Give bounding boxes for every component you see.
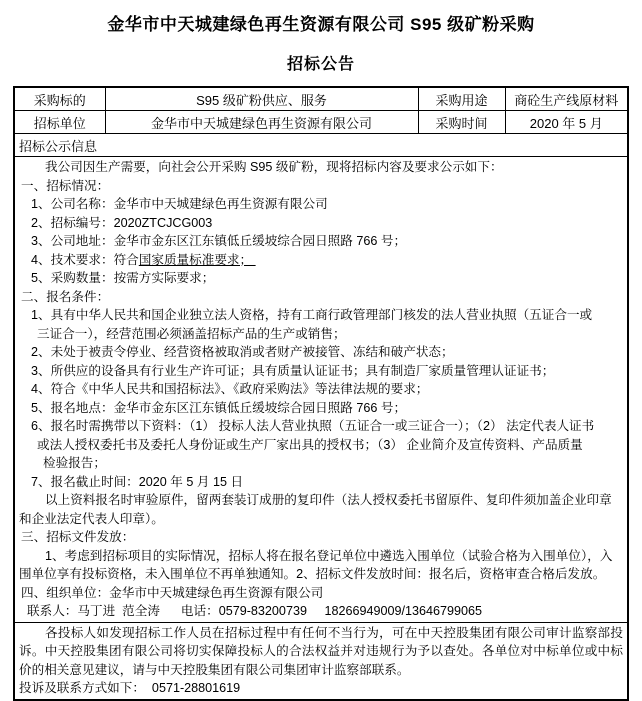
body-line-materials-note: 以上资料报名时审验原件，留两套装订成册的复印件（法人授权委托书留原件、复印件须加盖企业印章 xyxy=(45,493,612,507)
body-line-quantity: 5、采购数量：按需方实际要求； xyxy=(31,271,215,285)
body-line-condition1-cont: 三证合一），经营范围必须涵盖招标产品的生产或销售； xyxy=(37,326,346,341)
table-row-body xyxy=(14,157,628,623)
body-line-tender-number: 2、招标编号：2020ZTCJCG003 xyxy=(31,215,213,230)
body-line-deadline: 7、报名截止时间：2020 年 5 月 15 日 xyxy=(31,474,244,489)
value-procurement-subject: S95 级矿粉供应、服务 xyxy=(105,87,418,111)
label-tender-unit: 招标单位 xyxy=(14,111,105,134)
body-line-issuance1: 1、考虑到招标项目的实际情况，招标人将在报名登记单位中遴选入围单位（试验合格为入围单位），入 xyxy=(45,548,613,563)
tech-requirement-underlined: 国家质量标准要求； xyxy=(138,252,256,267)
body-line-condition1: 1、具有中华人民共和国企业独立法人资格，持有工商行政管理部门核发的法人营业执照（五证合一或 xyxy=(31,308,593,322)
table-row-section-header xyxy=(14,134,628,157)
label-procurement-purpose: 采购用途 xyxy=(418,87,505,111)
body-line-section4: 四、组织单位：金华市中天城建绿色再生资源有限公司 xyxy=(21,585,324,600)
body-line-condition2: 2、未处于被责令停业、经营资格被取消或者财产被接管、冻结和破产状态； xyxy=(31,345,454,359)
document-subtitle: 招标公告 xyxy=(286,56,355,73)
body-line-tech-requirement xyxy=(19,251,623,270)
body-line-issuance2: 围单位享有投标资格，未入围单位不再单独通知。2、招标文件发放时间：报名后，资格审查合格后发放。 xyxy=(19,567,606,581)
table-row-procurement-subject xyxy=(14,87,628,111)
value-tender-unit: 金华市中天城建绿色再生资源有限公司 xyxy=(105,111,418,134)
section-header-public-info: 招标公示信息 xyxy=(14,134,628,157)
value-procurement-time: 2020 年 5 月 xyxy=(505,111,628,134)
body-line-condition4: 4、符合《中华人民共和国招标法》、《政府采购法》等法律法规的要求； xyxy=(31,382,429,396)
body-line-section1: 一、招标情况： xyxy=(21,178,110,193)
body-line-condition3: 3、所供应的设备具有行业生产许可证；具有质量认证证书；具有制造厂家质量管理认证证书； xyxy=(31,363,555,378)
body-line-intro: 我公司因生产需要，向社会公开采购 S95 级矿粉，现将招标内容及要求公示如下： xyxy=(45,160,503,174)
announcement-body xyxy=(14,157,628,623)
complaint-notice xyxy=(14,622,628,700)
body-line-section3: 三、招标文件发放： xyxy=(21,530,135,544)
label-procurement-time: 采购时间 xyxy=(418,111,505,134)
tech-requirement-prefix: 4、技术要求：符合 xyxy=(31,252,139,267)
tender-info-table xyxy=(13,86,629,701)
body-line-company-name: 1、公司名称：金华市中天城建绿色再生资源有限公司 xyxy=(31,197,328,211)
body-line-condition6: 6、报名时需携带以下资料：（1） 投标人法人营业执照（五证合一或三证合一）；（2） 法定代表人证书 xyxy=(31,419,595,433)
complaint-paragraph: 各投标人如发现招标工作人员在招标过程中有任何不当行为，可在中天控股集团有限公司审计监察部投诉。中天控股集团有限公司将切实保障投标人的合法权益并对违规行为予以查处。各单位对中标单位或中标价的相关意见建议，请与中天控股集团有限公司集团审计监察部联系。 xyxy=(19,625,623,677)
table-row-tender-unit xyxy=(14,111,628,134)
body-line-company-address: 3、公司地址：金华市金东区江东镇低丘缓坡综合园日照路 766 号； xyxy=(31,234,407,248)
body-line-section2: 二、报名条件： xyxy=(21,289,110,304)
complaint-contact-line: 投诉及联系方式如下： 0571-28801619 xyxy=(19,681,241,695)
body-line-condition6-cont1: 或法人授权委托书及委托人身份证或生产厂家出具的授权书；（3） 企业简介及宣传资料、产品质量 xyxy=(37,437,583,452)
body-line-condition6-cont2: 检验报告； xyxy=(43,456,106,470)
table-row-footer xyxy=(14,622,628,700)
body-line-contacts: 联系人：马丁进 范全涛 电话：0579-83200739 18266949009/13646799065 xyxy=(27,604,483,618)
value-procurement-purpose: 商砼生产线原材料 xyxy=(505,87,628,111)
label-procurement-subject: 采购标的 xyxy=(14,87,105,111)
body-line-condition5: 5、报名地点：金华市金东区江东镇低丘缓坡综合园日照路 766 号； xyxy=(31,400,407,415)
document-title: 金华市中天城建绿色再生资源有限公司 S95 级矿粉采购 xyxy=(107,15,535,34)
body-line-materials-note2: 和企业法定代表人印章）。 xyxy=(19,511,164,526)
